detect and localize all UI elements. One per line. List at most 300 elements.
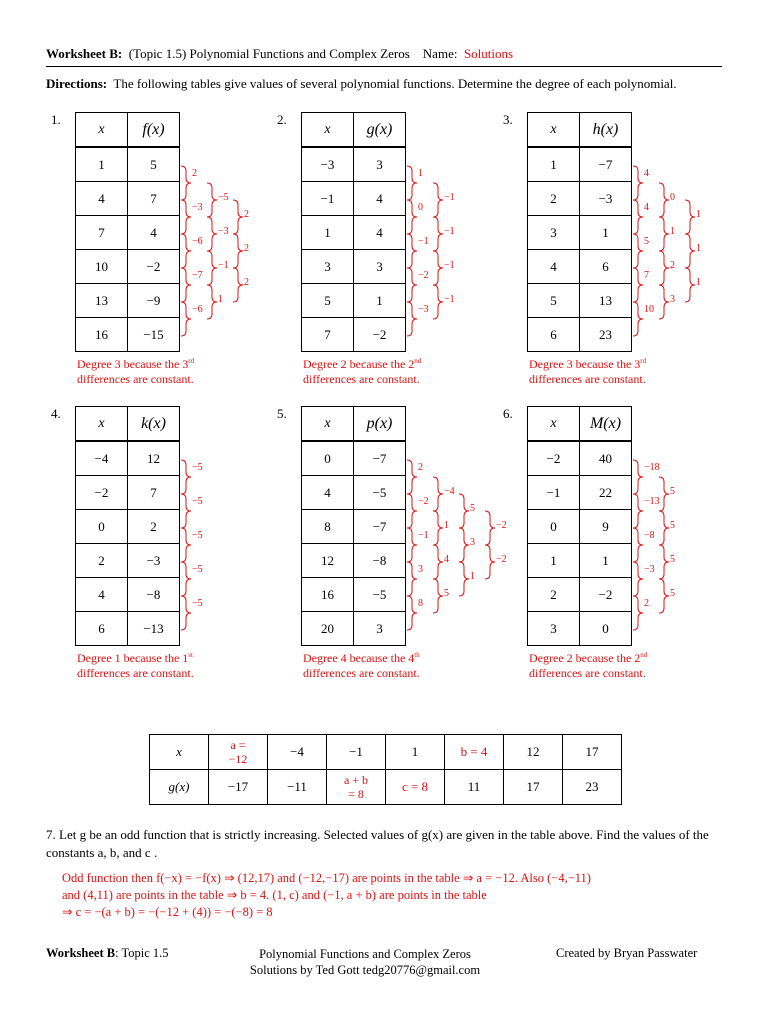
x-value: −4	[76, 441, 128, 476]
difference-value: −2	[496, 520, 507, 531]
difference-value: 8	[418, 598, 423, 609]
table-row	[76, 216, 180, 250]
table-header-row	[76, 407, 180, 442]
gx-cell: 11	[445, 770, 504, 805]
table-row	[76, 612, 180, 646]
table-row	[76, 147, 180, 182]
difference-value: 5	[670, 486, 675, 497]
table-row	[528, 216, 632, 250]
difference-brace	[659, 217, 669, 251]
gx-cell: −4	[268, 735, 327, 770]
difference-brace	[459, 528, 469, 562]
difference-brace	[181, 562, 191, 596]
difference-brace	[181, 166, 191, 200]
gx-cell-line: −12	[228, 752, 248, 766]
fx-value: −5	[354, 476, 406, 510]
problem-number: 4.	[51, 406, 61, 421]
difference-brace	[433, 217, 443, 251]
x-value: −2	[76, 476, 128, 510]
fx-value: 3	[354, 147, 406, 182]
differences-diagram	[631, 112, 761, 342]
fx-value: −2	[354, 318, 406, 352]
table-row	[528, 284, 632, 318]
degree-text: Degree 2 because the 2	[529, 651, 641, 665]
difference-value: −1	[218, 260, 229, 271]
gx-cell-ab	[327, 770, 386, 805]
worksheet-topic: (Topic 1.5) Polynomial Functions and Complex Zeros	[128, 46, 410, 61]
footer-left	[46, 946, 169, 961]
x-value: 10	[76, 250, 128, 284]
function-table	[301, 406, 406, 646]
table-row	[528, 318, 632, 352]
difference-value: 2	[244, 277, 249, 288]
difference-brace	[633, 200, 643, 234]
difference-brace	[485, 511, 495, 545]
question-7: 7. Let g be an odd function that is strictly increasing. Selected values of g(x) are given in the table above. Find the values of the constants a, b, and c .	[46, 827, 709, 860]
difference-value: 3	[418, 564, 423, 575]
table-row	[76, 578, 180, 612]
footer-center	[230, 946, 500, 978]
difference-brace	[407, 302, 417, 336]
difference-brace	[407, 200, 417, 234]
table-row	[302, 147, 406, 182]
difference-brace	[685, 234, 695, 268]
difference-value: 5	[670, 554, 675, 565]
degree-text: Degree 4 because the 4	[303, 651, 415, 665]
name-label: Name:	[422, 46, 458, 61]
function-table	[75, 112, 180, 352]
x-value: −3	[302, 147, 354, 182]
table-row	[528, 250, 632, 284]
table-row	[528, 544, 632, 578]
degree-reason: differences are constant.	[529, 372, 646, 386]
degree-reason: differences are constant.	[77, 372, 194, 386]
table-header-row	[76, 113, 180, 148]
fx-value: 3	[354, 250, 406, 284]
table-row	[302, 182, 406, 216]
x-value: 1	[76, 147, 128, 182]
difference-value: 5	[470, 503, 475, 514]
name-value: Solutions	[463, 46, 514, 61]
function-table	[75, 406, 180, 646]
gx-cell: x	[150, 735, 209, 770]
difference-brace	[181, 268, 191, 302]
table-row	[302, 544, 406, 578]
table-row	[528, 510, 632, 544]
difference-brace	[407, 268, 417, 302]
x-value: 0	[302, 441, 354, 476]
gx-cell: 17	[504, 770, 563, 805]
problem-number: 1.	[51, 112, 61, 127]
fx-value: −2	[580, 578, 632, 612]
difference-value: 2	[644, 598, 649, 609]
difference-value: −2	[418, 270, 429, 281]
difference-value: 5	[670, 520, 675, 531]
difference-value: 1	[418, 168, 423, 179]
table-header-row	[528, 113, 632, 148]
fx-header: k(x)	[128, 407, 180, 442]
x-value: 13	[76, 284, 128, 318]
difference-value: −2	[418, 496, 429, 507]
difference-value: −6	[192, 304, 203, 315]
gx-table-row-gx	[150, 770, 622, 805]
degree-ordinal: rd	[640, 357, 647, 365]
difference-value: 4	[644, 202, 649, 213]
fx-value: −3	[128, 544, 180, 578]
solution-line-3: ⇒ c = −(a + b) = −(−12 + (4)) = −(−8) = 8	[62, 905, 273, 919]
differences-diagram	[179, 406, 309, 636]
degree-answer	[529, 354, 646, 387]
difference-value: 2	[192, 168, 197, 179]
difference-brace	[407, 234, 417, 268]
degree-text: Degree 2 because the 2	[303, 357, 415, 371]
x-value: 2	[528, 578, 580, 612]
difference-brace	[433, 183, 443, 217]
table-row	[302, 250, 406, 284]
fx-value: 2	[128, 510, 180, 544]
gx-cell-c: c = 8	[386, 770, 445, 805]
difference-value: 0	[418, 202, 423, 213]
difference-brace	[181, 302, 191, 336]
x-header: x	[528, 113, 580, 148]
x-header: x	[76, 113, 128, 148]
difference-value: −2	[496, 554, 507, 565]
table-row	[302, 441, 406, 476]
table-row	[302, 578, 406, 612]
x-header: x	[302, 113, 354, 148]
difference-brace	[233, 234, 243, 268]
function-table	[527, 112, 632, 352]
degree-answer	[77, 354, 194, 387]
difference-value: −4	[444, 486, 455, 497]
difference-brace	[207, 251, 217, 285]
header-rule	[46, 66, 722, 67]
directions	[46, 76, 736, 92]
x-value: 1	[528, 544, 580, 578]
x-value: 3	[528, 612, 580, 646]
table-row	[302, 318, 406, 352]
function-table	[301, 112, 406, 352]
degree-ordinal: st	[188, 651, 193, 659]
difference-brace	[685, 268, 695, 302]
fx-value: 22	[580, 476, 632, 510]
fx-value: −7	[354, 441, 406, 476]
fx-header: h(x)	[580, 113, 632, 148]
fx-value: 7	[128, 476, 180, 510]
difference-brace	[685, 200, 695, 234]
difference-brace	[207, 217, 217, 251]
table-row	[76, 182, 180, 216]
x-value: 4	[528, 250, 580, 284]
difference-value: 3	[470, 537, 475, 548]
difference-value: −8	[644, 530, 655, 541]
x-value: 0	[528, 510, 580, 544]
gx-table	[149, 734, 622, 805]
footer-right: Created by Bryan Passwater	[556, 946, 698, 960]
gx-cell-line: a + b	[343, 773, 369, 787]
difference-brace	[659, 511, 669, 545]
gx-cell: 23	[563, 770, 622, 805]
degree-answer	[303, 648, 420, 681]
difference-brace	[659, 477, 669, 511]
difference-brace	[233, 200, 243, 234]
x-value: 0	[76, 510, 128, 544]
difference-brace	[233, 268, 243, 302]
difference-value: 1	[696, 243, 701, 254]
differences-diagram	[631, 406, 761, 636]
gx-cell: −17	[209, 770, 268, 805]
fx-value: 13	[580, 284, 632, 318]
x-value: 2	[528, 182, 580, 216]
difference-brace	[207, 285, 217, 319]
degree-text: Degree 1 because the 1	[77, 651, 189, 665]
difference-brace	[633, 234, 643, 268]
difference-brace	[407, 596, 417, 630]
difference-brace	[633, 596, 643, 630]
fx-header: f(x)	[128, 113, 180, 148]
x-value: 6	[528, 318, 580, 352]
degree-ordinal: nd	[640, 651, 648, 659]
difference-brace	[181, 596, 191, 630]
difference-brace	[207, 183, 217, 217]
x-header: x	[302, 407, 354, 442]
fx-value: 23	[580, 318, 632, 352]
directions-label: Directions:	[46, 76, 108, 91]
gx-cell: g(x)	[150, 770, 209, 805]
difference-brace	[633, 562, 643, 596]
difference-brace	[659, 545, 669, 579]
difference-value: −1	[444, 192, 455, 203]
difference-brace	[433, 285, 443, 319]
footer-title: Polynomial Functions and Complex Zeros	[259, 947, 471, 961]
x-value: 1	[302, 216, 354, 250]
fx-value: 6	[580, 250, 632, 284]
gx-table-row-x	[150, 735, 622, 770]
x-value: 16	[302, 578, 354, 612]
x-value: 20	[302, 612, 354, 646]
difference-brace	[659, 183, 669, 217]
x-value: 4	[76, 182, 128, 216]
fx-value: −8	[354, 544, 406, 578]
difference-brace	[433, 251, 443, 285]
difference-value: 5	[644, 236, 649, 247]
fx-value: −5	[354, 578, 406, 612]
difference-value: −1	[444, 294, 455, 305]
difference-value: 1	[218, 294, 223, 305]
table-row	[302, 216, 406, 250]
table-row	[76, 510, 180, 544]
gx-cell-a	[209, 735, 268, 770]
fx-value: −2	[128, 250, 180, 284]
difference-value: 5	[444, 588, 449, 599]
x-value: 4	[302, 476, 354, 510]
x-value: −2	[528, 441, 580, 476]
footer-credit: Solutions by Ted Gott tedg20776@gmail.com	[249, 963, 481, 977]
difference-value: −1	[418, 236, 429, 247]
table-row	[302, 510, 406, 544]
table-row	[528, 182, 632, 216]
degree-ordinal: th	[414, 651, 420, 659]
x-value: 12	[302, 544, 354, 578]
table-row	[302, 612, 406, 646]
x-value: −1	[302, 182, 354, 216]
difference-value: 5	[670, 588, 675, 599]
differences-diagram	[179, 112, 309, 342]
gx-cell: −11	[268, 770, 327, 805]
difference-value: −1	[418, 530, 429, 541]
difference-brace	[407, 166, 417, 200]
degree-reason: differences are constant.	[529, 666, 646, 680]
difference-brace	[459, 562, 469, 596]
difference-brace	[181, 200, 191, 234]
table-row	[76, 250, 180, 284]
difference-value: 1	[670, 226, 675, 237]
difference-brace	[433, 545, 443, 579]
fx-value: −13	[128, 612, 180, 646]
gx-cell-line: a =	[230, 738, 246, 752]
difference-value: 2	[418, 462, 423, 473]
difference-value: −3	[218, 226, 229, 237]
fx-value: 3	[354, 612, 406, 646]
difference-value: −18	[644, 462, 660, 473]
worksheet-label: Worksheet B:	[46, 46, 123, 61]
x-header: x	[528, 407, 580, 442]
difference-value: −13	[644, 496, 660, 507]
difference-value: −6	[192, 236, 203, 247]
problem-number: 6.	[503, 406, 513, 421]
fx-value: 9	[580, 510, 632, 544]
fx-value: −7	[354, 510, 406, 544]
difference-brace	[433, 579, 443, 613]
difference-brace	[181, 234, 191, 268]
difference-value: −5	[192, 496, 203, 507]
differences-diagram	[405, 112, 535, 342]
table-row	[302, 476, 406, 510]
difference-brace	[407, 494, 417, 528]
difference-value: −1	[444, 260, 455, 271]
difference-brace	[433, 511, 443, 545]
x-value: 7	[76, 216, 128, 250]
difference-value: 1	[444, 520, 449, 531]
fx-value: 5	[128, 147, 180, 182]
degree-text: Degree 3 because the 3	[529, 357, 641, 371]
difference-brace	[181, 494, 191, 528]
difference-value: −5	[192, 564, 203, 575]
fx-value: 7	[128, 182, 180, 216]
degree-answer	[303, 354, 421, 387]
problem-number: 3.	[503, 112, 513, 127]
difference-value: −5	[218, 192, 229, 203]
fx-value: 1	[580, 216, 632, 250]
difference-value: 2	[244, 243, 249, 254]
difference-value: 2	[670, 260, 675, 271]
degree-answer	[77, 648, 194, 681]
difference-value: 4	[644, 168, 649, 179]
degree-text: Degree 3 because the 3	[77, 357, 189, 371]
table-row	[528, 612, 632, 646]
table-row	[76, 284, 180, 318]
x-header: x	[76, 407, 128, 442]
difference-brace	[633, 302, 643, 336]
x-value: −1	[528, 476, 580, 510]
directions-text: The following tables give values of several polynomial functions. Determine the degree of each polynomial.	[113, 76, 677, 91]
gx-cell: −1	[327, 735, 386, 770]
table-row	[528, 476, 632, 510]
fx-value: −7	[580, 147, 632, 182]
fx-value: 1	[580, 544, 632, 578]
difference-value: 10	[644, 304, 654, 315]
x-value: 16	[76, 318, 128, 352]
difference-brace	[659, 579, 669, 613]
table-row	[528, 147, 632, 182]
fx-value: 4	[128, 216, 180, 250]
difference-brace	[459, 494, 469, 528]
table-row	[76, 544, 180, 578]
fx-header: g(x)	[354, 113, 406, 148]
difference-value: 3	[670, 294, 675, 305]
differences-diagram	[405, 406, 535, 636]
difference-brace	[659, 251, 669, 285]
x-value: 4	[76, 578, 128, 612]
fx-value: 4	[354, 182, 406, 216]
gx-cell-line: = 8	[348, 787, 364, 801]
degree-reason: differences are constant.	[303, 372, 420, 386]
solution-line-1: Odd function then f(−x) = −f(x) ⇒ (12,17) and (−12,−17) are points in the table ⇒ a = −12. Also (−4,−11)	[62, 871, 591, 885]
difference-value: −5	[192, 462, 203, 473]
difference-value: −3	[418, 304, 429, 315]
fx-value: −8	[128, 578, 180, 612]
difference-brace	[633, 494, 643, 528]
difference-value: 7	[644, 270, 649, 281]
difference-value: −7	[192, 270, 203, 281]
gx-cell: 17	[563, 735, 622, 770]
table-header-row	[302, 113, 406, 148]
difference-brace	[407, 562, 417, 596]
x-value: 5	[302, 284, 354, 318]
difference-value: −3	[192, 202, 203, 213]
table-row	[302, 284, 406, 318]
difference-brace	[181, 460, 191, 494]
gx-cell-b: b = 4	[445, 735, 504, 770]
table-row	[76, 441, 180, 476]
x-value: 2	[76, 544, 128, 578]
difference-value: 1	[696, 277, 701, 288]
difference-brace	[407, 528, 417, 562]
question-7-solution	[62, 870, 732, 921]
gx-cell: 1	[386, 735, 445, 770]
degree-answer	[529, 648, 647, 681]
table-header-row	[302, 407, 406, 442]
fx-value: 1	[354, 284, 406, 318]
function-table	[527, 406, 632, 646]
difference-value: −3	[644, 564, 655, 575]
difference-value: −5	[192, 530, 203, 541]
difference-brace	[433, 477, 443, 511]
gx-cell: 12	[504, 735, 563, 770]
difference-brace	[485, 545, 495, 579]
degree-ordinal: nd	[414, 357, 422, 365]
x-value: 7	[302, 318, 354, 352]
x-value: 6	[76, 612, 128, 646]
fx-header: M(x)	[580, 407, 632, 442]
x-value: 5	[528, 284, 580, 318]
difference-brace	[181, 528, 191, 562]
problem-number: 5.	[277, 406, 287, 421]
table-row	[76, 476, 180, 510]
difference-value: −1	[444, 226, 455, 237]
degree-reason: differences are constant.	[77, 666, 194, 680]
problem-number: 2.	[277, 112, 287, 127]
